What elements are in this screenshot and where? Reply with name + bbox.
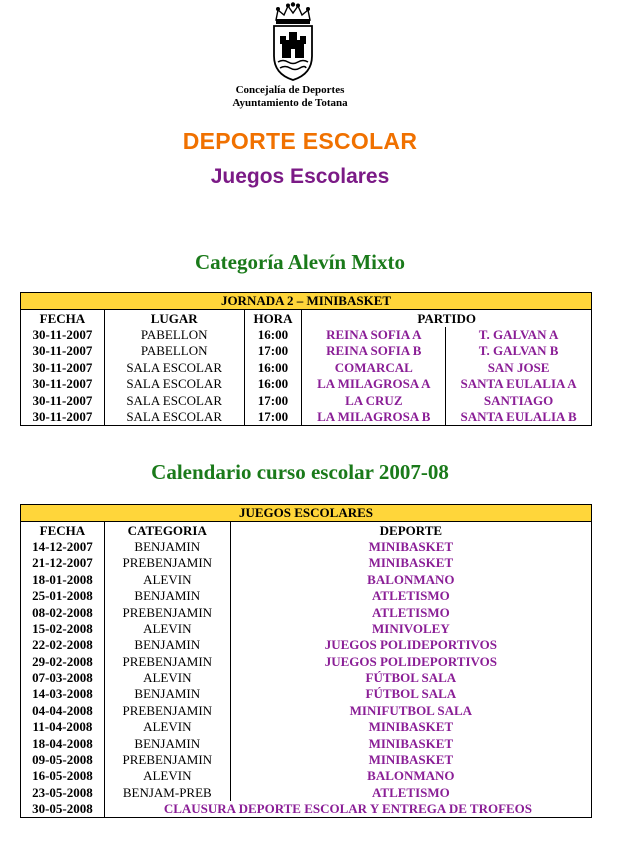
cell-lugar: SALA ESCOLAR (104, 360, 244, 376)
cell-fecha: 22-02-2008 (21, 637, 105, 653)
cell-categoria: ALEVIN (104, 572, 230, 588)
cell-fecha: 30-11-2007 (21, 409, 105, 426)
table-row (21, 327, 592, 343)
cell-deporte: ATLETISMO (230, 785, 591, 801)
cell-deporte: FÚTBOL SALA (230, 686, 591, 702)
cell-home-team: COMARCAL (302, 360, 446, 376)
cell-fecha: 30-11-2007 (21, 392, 105, 408)
table-row (21, 670, 592, 686)
cell-categoria: ALEVIN (104, 621, 230, 637)
calendar-heading: Calendario curso escolar 2007-08 (151, 460, 449, 484)
cell-categoria: BENJAM-PREB (104, 785, 230, 801)
table-row (21, 343, 592, 359)
cell-fecha: 25-01-2008 (21, 588, 105, 604)
cell-deporte: FÚTBOL SALA (230, 670, 591, 686)
cell-categoria: ALEVIN (104, 670, 230, 686)
table-row (21, 572, 592, 588)
cell-home-team: REINA SOFIA A (302, 327, 446, 343)
cell-deporte: JUEGOS POLIDEPORTIVOS (230, 637, 591, 653)
col-header-partido: PARTIDO (302, 310, 592, 327)
cell-fecha: 14-12-2007 (21, 539, 105, 555)
table-row (21, 768, 592, 784)
table-row (21, 719, 592, 735)
cell-hora: 17:00 (244, 343, 302, 359)
cell-categoria: PREBENJAMIN (104, 555, 230, 571)
cell-deporte: MINIFUTBOL SALA (230, 703, 591, 719)
cell-away-team: SANTIAGO (446, 392, 592, 408)
cell-fecha: 21-12-2007 (21, 555, 105, 571)
col-header-categoria: CATEGORIA (104, 522, 230, 539)
table-row (21, 604, 592, 620)
cell-lugar: PABELLON (104, 343, 244, 359)
table-row (21, 654, 592, 670)
table-row (21, 588, 592, 604)
cell-deporte: BALONMANO (230, 768, 591, 784)
cell-deporte: MINIBASKET (230, 735, 591, 751)
cell-categoria: BENJAMIN (104, 588, 230, 604)
table-row (21, 409, 592, 426)
cell-away-team: T. GALVAN B (446, 343, 592, 359)
coat-of-arms-icon (266, 2, 320, 82)
table-row (21, 686, 592, 702)
cell-away-team: SAN JOSE (446, 360, 592, 376)
cell-fecha: 11-04-2008 (21, 719, 105, 735)
table-row (21, 392, 592, 408)
calendar-banner: JUEGOS ESCOLARES (21, 505, 592, 522)
col-header-fecha: FECHA (21, 522, 105, 539)
cell-fecha: 18-01-2008 (21, 572, 105, 588)
cell-fecha: 29-02-2008 (21, 654, 105, 670)
cell-lugar: SALA ESCOLAR (104, 392, 244, 408)
cell-lugar: SALA ESCOLAR (104, 376, 244, 392)
table-row (21, 376, 592, 392)
table-row (21, 703, 592, 719)
cell-fecha: 14-03-2008 (21, 686, 105, 702)
table-row (21, 735, 592, 751)
cell-deporte: JUEGOS POLIDEPORTIVOS (230, 654, 591, 670)
cell-fecha: 30-11-2007 (21, 327, 105, 343)
org-department: Concejalía de Deportes (235, 84, 345, 96)
category-heading: Categoría Alevín Mixto (195, 250, 405, 274)
cell-fecha: 18-04-2008 (21, 735, 105, 751)
cell-categoria: BENJAMIN (104, 539, 230, 555)
org-city-council: Ayuntamiento de Totana (232, 97, 348, 109)
cell-fecha: 30-11-2007 (21, 376, 105, 392)
cell-fecha: 09-05-2008 (21, 752, 105, 768)
page-title: DEPORTE ESCOLAR (182, 128, 418, 154)
cell-fecha: 15-02-2008 (21, 621, 105, 637)
page-subtitle: Juegos Escolares (210, 165, 390, 188)
cell-categoria: PREBENJAMIN (104, 752, 230, 768)
cell-deporte: MINIBASKET (230, 752, 591, 768)
cell-categoria: ALEVIN (104, 719, 230, 735)
cell-categoria: PREBENJAMIN (104, 654, 230, 670)
cell-deporte: MINIVOLEY (230, 621, 591, 637)
table-row (21, 785, 592, 801)
col-header-deporte: DEPORTE (230, 522, 591, 539)
cell-home-team: LA CRUZ (302, 392, 446, 408)
cell-fecha: 16-05-2008 (21, 768, 105, 784)
cell-categoria: PREBENJAMIN (104, 703, 230, 719)
table-row (21, 621, 592, 637)
cell-deporte: MINIBASKET (230, 555, 591, 571)
cell-hora: 16:00 (244, 360, 302, 376)
cell-fecha: 30-05-2008 (21, 801, 105, 818)
cell-away-team: T. GALVAN A (446, 327, 592, 343)
cell-home-team: LA MILAGROSA A (302, 376, 446, 392)
cell-deporte: ATLETISMO (230, 604, 591, 620)
cell-categoria: BENJAMIN (104, 686, 230, 702)
cell-fecha: 07-03-2008 (21, 670, 105, 686)
cell-away-team: SANTA EULALIA A (446, 376, 592, 392)
table-row (21, 752, 592, 768)
cell-fecha: 30-11-2007 (21, 360, 105, 376)
cell-categoria: BENJAMIN (104, 735, 230, 751)
matches-banner: JORNADA 2 – MINIBASKET (21, 293, 592, 310)
cell-deporte: MINIBASKET (230, 539, 591, 555)
cell-hora: 17:00 (244, 409, 302, 426)
col-header-fecha: FECHA (21, 310, 105, 327)
cell-deporte: ATLETISMO (230, 588, 591, 604)
cell-categoria: ALEVIN (104, 768, 230, 784)
cell-lugar: SALA ESCOLAR (104, 409, 244, 426)
cell-home-team: REINA SOFIA B (302, 343, 446, 359)
cell-categoria: PREBENJAMIN (104, 604, 230, 620)
cell-lugar: PABELLON (104, 327, 244, 343)
table-row (21, 637, 592, 653)
cell-home-team: LA MILAGROSA B (302, 409, 446, 426)
matches-table (20, 292, 592, 426)
cell-hora: 16:00 (244, 327, 302, 343)
cell-deporte: BALONMANO (230, 572, 591, 588)
table-row (21, 539, 592, 555)
cell-fecha: 04-04-2008 (21, 703, 105, 719)
col-header-hora: HORA (244, 310, 302, 327)
cell-fecha: 08-02-2008 (21, 604, 105, 620)
cell-categoria: BENJAMIN (104, 637, 230, 653)
cell-away-team: SANTA EULALIA B (446, 409, 592, 426)
cell-hora: 16:00 (244, 376, 302, 392)
closing-text: CLAUSURA DEPORTE ESCOLAR Y ENTREGA DE TROFEOS (104, 801, 591, 818)
table-row (21, 555, 592, 571)
col-header-lugar: LUGAR (104, 310, 244, 327)
calendar-table (20, 504, 592, 818)
cell-fecha: 23-05-2008 (21, 785, 105, 801)
closing-row (21, 801, 592, 818)
table-row (21, 360, 592, 376)
cell-hora: 17:00 (244, 392, 302, 408)
cell-deporte: MINIBASKET (230, 719, 591, 735)
cell-fecha: 30-11-2007 (21, 343, 105, 359)
